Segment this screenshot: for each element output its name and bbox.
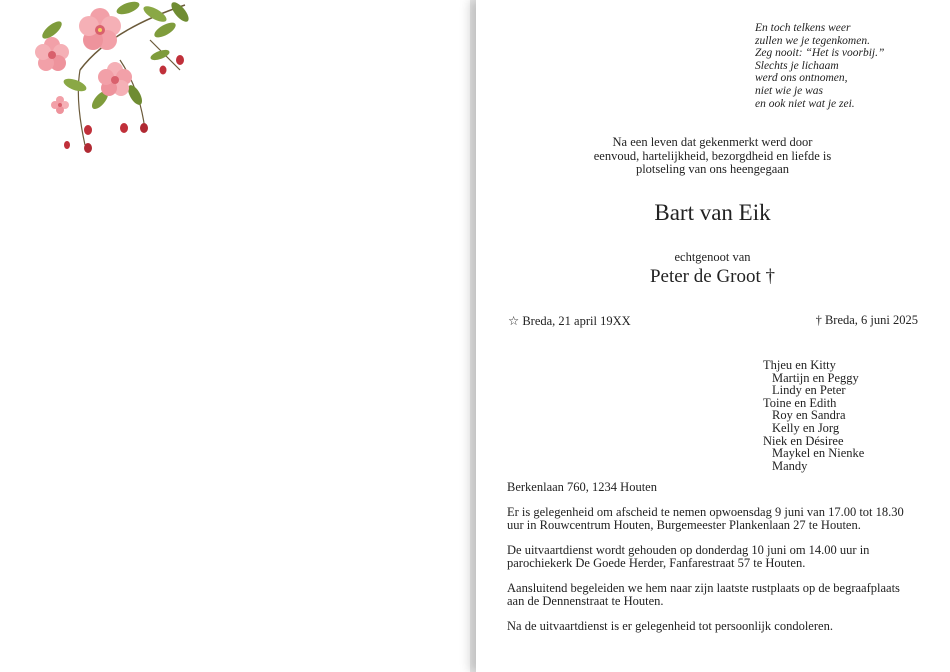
poem-line: En toch telkens weer xyxy=(755,22,851,34)
spouse-label: echtgenoot van xyxy=(674,250,751,264)
poem-line: Zeg nooit: “Het is voorbij.” xyxy=(755,47,885,60)
poem xyxy=(755,22,884,110)
intro-line: eenvoud, hartelijkheid, bezorgdheid en liefde is xyxy=(593,148,832,163)
intro-text xyxy=(540,136,885,177)
family-member: Lindy en Peter xyxy=(772,383,846,398)
family-member: Martijn en Peggy xyxy=(772,370,859,385)
family-list xyxy=(763,359,864,472)
family-member: Thjeu en Kitty xyxy=(763,358,836,372)
family-member: Kelly en Jorg xyxy=(772,420,840,435)
poem-line: werd ons ontnomen, xyxy=(755,72,848,85)
poem-line: en ook niet wat je zei. xyxy=(755,97,855,110)
spouse-name: Peter de Groot † xyxy=(649,266,776,287)
family-member: Toine en Edith xyxy=(763,395,837,410)
arrangements-text xyxy=(507,506,919,646)
poem-line: niet wie je was xyxy=(755,84,824,97)
deceased-name: Bart van Eik xyxy=(654,200,771,225)
left-page xyxy=(0,0,470,672)
family-member: Niek en Désiree xyxy=(763,433,844,448)
poem-line: zullen we je tegenkomen. xyxy=(755,34,870,47)
paragraph: Na de uitvaartdienst is er gelegenheid tot persoonlijk condoleren. xyxy=(507,619,833,634)
family-member: Roy en Sandra xyxy=(772,408,846,423)
family-member: Maykel en Nienke xyxy=(772,446,865,461)
family-member: Mandy xyxy=(772,458,808,473)
birth-info: ☆ Breda, 21 april 19XX xyxy=(508,314,631,328)
poem-line: Slechts je lichaam xyxy=(755,59,839,72)
paragraph: Er is gelegenheid om afscheid te nemen opwoensdag 9 juni van 17.00 tot 18.30 uur in Rouwcentrum Houten, Burgemeester Plankenlaan 27 te Houten. xyxy=(507,505,904,532)
intro-line: plotseling van ons heengegaan xyxy=(635,162,790,176)
intro-line: Na een leven dat gekenmerkt werd door xyxy=(612,135,813,149)
address: Berkenlaan 760, 1234 Houten xyxy=(507,480,657,494)
death-info: † Breda, 6 juni 2025 xyxy=(815,313,918,327)
paragraph: De uitvaartdienst wordt gehouden op donderdag 10 juni om 14.00 uur in parochiekerk De Goede Herder, Fanfarestraat 57 te Houten. xyxy=(507,543,870,570)
paragraph: Aansluitend begeleiden we hem naar zijn laatste rustplaats op de begraafplaats aan de Dennenstraat te Houten. xyxy=(507,581,900,608)
cherry-blossom-illustration xyxy=(20,0,205,165)
